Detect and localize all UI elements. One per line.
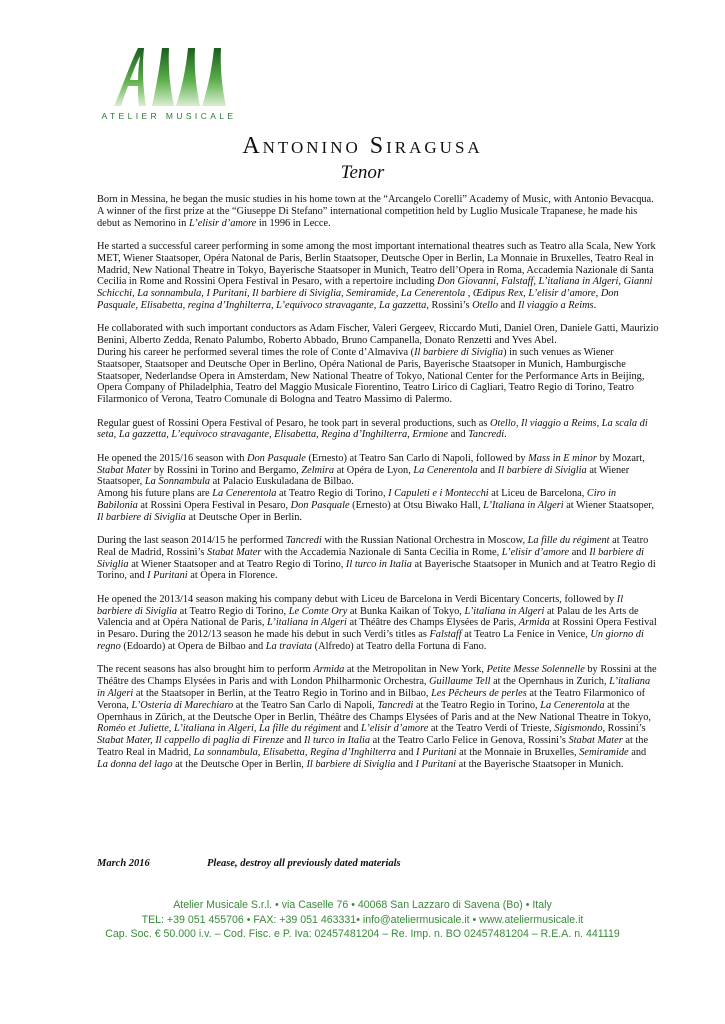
- bio-text: (Edoardo) at Opera de Bilbao and: [120, 641, 266, 653]
- work-title: Sigismondo: [554, 723, 603, 735]
- work-title: L’elisir d’amore: [361, 723, 429, 735]
- work-title: La scala di seta, La gazzetta, L’equivoco stravagante, Elisabetta, Regina d’Inghilterra, Ermione: [97, 417, 648, 441]
- work-title: Le Comte Ory: [288, 605, 348, 617]
- work-title: Don Giovanni, Falstaff, L’italiana in Algeri, Gianni Schicchi, La sonnambula, I Puritani, Il barbiere di Siviglia, Semiramide, La Cenerentola: [97, 276, 653, 300]
- work-title: Don Pasquale: [97, 288, 619, 311]
- bio-text: Born in Messina, he began the music studies in his home town at the “Arcangelo Corelli” Academy of Music, with Antonio Bevacqua. A winner of the first prize at the “Giuseppe Di Stefano” international competition held by Luglio Musicale Trapanese, he made his debut as Nemorino in: [97, 194, 654, 229]
- bio-text: ,: [595, 288, 601, 300]
- bio-text: at Wiener Staatsoper and at Teatro Regio di Torino,: [128, 558, 346, 570]
- footer-contacts: TEL: +39 051 455706 • FAX: +39 051 463331• info@ateliermusicale.it • www.ateliermusicale.it: [141, 913, 584, 926]
- work-title: Il barbiere di Siviglia: [306, 758, 396, 770]
- work-title: I Puritani: [147, 570, 188, 582]
- footer-registration: Cap. Soc. € 50.000 i.v. – Cod. Fisc. e P. Iva: 02457481204 – Re. Imp. n. BO 02457481204 – R.E.A. n. 441119: [105, 928, 620, 941]
- bio-paragraph-recent: [97, 664, 659, 770]
- footer-address: Atelier Musicale S.r.l. • via Caselle 76 • 40068 San Lazzaro di Savena (Bo) • Italy: [173, 899, 552, 911]
- bio-text: at the Teatro Regio in Torino,: [413, 699, 541, 711]
- bio-text: .: [504, 429, 507, 441]
- bio-text: at Rossini Opera Festival in Pesaro,: [137, 499, 291, 511]
- bio-text: During his career he performed several times the role of Conte d’Almaviva (: [97, 346, 415, 358]
- bio-text: at Bayerische Staatsoper in Munich and at Teatro Regio di Torino, and: [97, 558, 656, 582]
- work-title: La Cenerentola: [413, 464, 478, 476]
- bio-text: During the last season 2014/15 he performed: [97, 535, 286, 547]
- work-title: L’Osteria di Marechiaro: [131, 699, 234, 711]
- work-title: Tancredi: [285, 535, 322, 547]
- work-title: Il turco in Italia: [304, 735, 371, 747]
- bio-text: He opened the 2015/16 season with: [97, 452, 247, 464]
- work-title: La fille du régiment: [527, 535, 610, 547]
- work-title: Roméo et Juliette, L’italiana in Algeri, La fille du régiment: [97, 723, 341, 735]
- bio-text: at the Opernhaus in Zürich, at the Deutsche Oper in Berlin, Théâtre des Champs Elysées of Paris and at the New National Theatre in Tokyo,: [97, 699, 651, 723]
- bio-text: at the Teatro Carlo Felice in Genova, Rossini’s: [370, 735, 569, 747]
- company-footer: [0, 898, 725, 942]
- bio-text: with the Russian National Orchestra in Moscow,: [321, 535, 528, 547]
- bio-text: at Palau de les Arts de Valencia and at Opéra National de Paris,: [97, 605, 639, 629]
- bio-text: , Rossini’s: [426, 299, 473, 311]
- bio-text: at the Deutsche Oper in Berlin,: [172, 758, 307, 770]
- bio-paragraph-debut: [97, 194, 659, 229]
- bio-text: and: [395, 758, 416, 770]
- bio-text: and: [628, 747, 647, 759]
- work-title: Il barbiere di Siviglia: [497, 464, 587, 476]
- bio-text: at Wiener Staatsoper,: [97, 464, 630, 488]
- bio-text: at Teatro Real de Madrid, Rossini’s: [97, 535, 649, 558]
- work-title: Armida: [313, 664, 345, 676]
- bio-text: in 1996 in Lecce.: [256, 217, 331, 229]
- work-title: Tancredi: [377, 699, 414, 711]
- work-title: L’elisir d’amore: [501, 546, 570, 558]
- bio-text: The recent seasons has also brought him to perform: [97, 664, 314, 676]
- bio-text: Regular guest of Rossini Opera Festival of Pesaro, he took part in several productions, such as: [97, 417, 490, 429]
- bio-text: at Teatro Regio di Torino,: [276, 488, 389, 500]
- bio-text: at the Teatro San Carlo di Napoli,: [233, 699, 378, 711]
- work-title: La gazzetta: [378, 299, 427, 311]
- work-title: Ciro in Babilonia: [97, 488, 617, 511]
- bio-paragraph-rof: [97, 418, 659, 442]
- work-title: Les Pêcheurs de perles: [431, 688, 527, 700]
- bio-text: ) in such venues as Wiener Staatsoper, Staatsoper and Deutsche Oper in Berlino, Opéra National de Paris, Bayerische Staatsoper in Munich, Hamburgische Staatsoper, Nederlandse Opera in Amsterdam, New National Theatre of Tokyo, National Center for the Performance Arts in Beijing, Opera Company of Philadelphia, Teatro del Maggio Musicale Fiorentino, Teatro Lirico di Cagliari, Teatro Regio di Torino, Teatro Filarmonico of Verona, Teatro Comunale di Bologna and Teatro Massimo di Palermo.: [97, 346, 645, 406]
- work-title: Il viaggio a Reims: [518, 299, 594, 311]
- bio-text: at Opera in Florence.: [187, 570, 278, 582]
- bio-text: at Teatro Regio di Torino,: [177, 605, 289, 617]
- work-title: L’Italiana in Algeri: [483, 499, 564, 511]
- work-title: Otello: [472, 299, 498, 311]
- work-title: La donna del lago: [97, 758, 173, 770]
- bio-text: at the Bayerische Staatsoper in Munich.: [456, 758, 624, 770]
- bio-text: with the Accademia Nazionale di Santa Cecilia in Rome,: [261, 546, 502, 558]
- work-title: Il barbiere di Siviglia: [97, 546, 644, 570]
- work-title: Stabat Mater: [97, 464, 152, 476]
- artist-name: Antonino Siragusa: [242, 133, 483, 159]
- work-title: L’italiana in Algeri: [267, 617, 347, 629]
- work-title: Stabat Mater: [568, 735, 623, 747]
- work-title: Il turco in Italia: [345, 558, 412, 570]
- work-title: Tancredi: [468, 429, 505, 441]
- bio-text: ,: [135, 299, 141, 311]
- bio-text: and: [447, 429, 469, 441]
- work-title: Il barbiere di Siviglia: [414, 346, 504, 358]
- bio-text: at Bunka Kaikan of Tokyo,: [347, 605, 465, 617]
- work-title: Otello, Il viaggio a Reims: [489, 417, 597, 429]
- work-title: Elisabetta, regina d’Inghilterra, L’equivoco stravagante: [140, 299, 374, 311]
- bio-text: at Liceu de Barcelona,: [488, 488, 587, 500]
- bio-paragraph-2015-16: [97, 453, 659, 488]
- work-title: Armida: [518, 617, 550, 629]
- bio-text: (Ernesto) at Otsu Biwako Hall,: [349, 499, 484, 511]
- work-title: La traviata: [265, 641, 313, 653]
- bio-text: at Teatro La Fenice in Venice,: [461, 629, 591, 641]
- work-title: Don Pasquale: [246, 452, 306, 464]
- work-title: Stabat Mater, Il cappello di paglia di Firenze: [97, 735, 284, 747]
- work-title: I Puritani: [416, 747, 457, 759]
- bio-text: at the Opernhaus in Zurich,: [490, 676, 610, 688]
- work-title: Œdipus Rex, L’elisir d’amore: [472, 288, 596, 300]
- work-title: Mass in E minor: [528, 452, 597, 464]
- bio-text: (Alfredo) at Teatro della Fortuna di Fano.: [312, 641, 487, 653]
- bio-text: at Rossini Opera Festival in Pesaro. During the 2012/13 season he made his debut in such Verdi’s titles as: [97, 617, 657, 641]
- bio-paragraph-almaviva: [97, 347, 659, 406]
- bio-text: He started a successful career performing in some among the most important international theatres such as Teatro alla Scala, New York MET, Wiener Staatsoper, Opéra Natonal de Paris, Berlin Staatsoper, Deutsche Oper in Berlin, La Monnaie in Bruxelles, Teatro Real in Madrid, New National Theatre in Tokyo, Bayerische Staatsoper in Munich, Teatro dell’Opera in Roma, Accademia Nazionale di Santa Cecilia in Rome and Rossini Opera Festival in Pesaro, with a repertoire including: [97, 240, 656, 288]
- bio-text: and: [497, 299, 519, 311]
- bio-text: at the Teatro Real in Madrid,: [97, 735, 649, 759]
- bio-paragraph-2013-14: [97, 594, 659, 653]
- work-title: Guillaume Tell: [429, 676, 491, 688]
- work-title: La sonnambula, Elisabetta, Regina d’Inghilterra: [193, 747, 396, 759]
- biography: [97, 194, 659, 782]
- bio-paragraph-future-plans: [97, 488, 659, 523]
- atelier-musicale-logo: [74, 42, 264, 127]
- bio-text: at the Monnaie in Bruxelles,: [456, 747, 580, 759]
- work-title: Semiramide: [579, 747, 629, 759]
- work-title: I Capuleti e i Montecchi: [388, 488, 489, 500]
- work-title: Zelmira: [301, 464, 335, 476]
- work-title: Don Pasquale: [290, 499, 350, 511]
- bio-text: and: [283, 735, 305, 747]
- bio-text: (Ernesto) at Teatro San Carlo di Napoli, followed by: [305, 452, 529, 464]
- bio-text: and: [477, 464, 498, 476]
- destroy-notice: Please, destroy all previously dated materials: [207, 858, 401, 869]
- bio-text: and: [340, 723, 362, 735]
- bio-text: at Deutsche Oper in Berlin.: [185, 511, 303, 523]
- bio-text: by Rossini in Torino and Bergamo,: [151, 464, 302, 476]
- work-title: La Cenerentola: [540, 699, 605, 711]
- bio-text: and: [569, 546, 590, 558]
- bio-text: .: [593, 299, 597, 311]
- bio-text: ,: [465, 288, 473, 300]
- work-title: La Cenerentola: [212, 488, 277, 500]
- bio-text: by Rossini at the Théâtre des Champs Elysées in Paris and with London Philharmonic Orchestra,: [97, 664, 657, 688]
- bio-text: He collaborated with such important conductors as Adam Fischer, Valeri Gergeev, Riccardo Muti, Daniel Oren, Daniele Gatti, Maurizio Benini, Alberto Zedda, Renato Palumbo, Roberto Abbado, Bruno Campanella, Donato Renzetti and Yves Abel.: [97, 323, 659, 347]
- bio-paragraph-conductors: [97, 323, 659, 347]
- bio-text: at the Teatro Filarmonico of Verona,: [97, 688, 646, 711]
- work-title: L’elisir d’amore: [188, 217, 257, 229]
- work-title: Petite Messe Solennelle: [486, 664, 585, 676]
- work-title: Falstaff: [429, 629, 462, 641]
- bio-text: at Palacio Euskuladana de Bilbao.: [210, 476, 354, 488]
- logo-wordmark: ATELIER MUSICALE: [101, 111, 237, 121]
- work-title: La Sonnambula: [144, 476, 211, 488]
- bio-text: at Wiener Staatsoper,: [563, 499, 654, 511]
- bio-text: at the Staatsoper in Berlin, at the Teatro Regio in Torino and in Bilbao,: [133, 688, 432, 700]
- bio-text: Among his future plans are: [97, 488, 213, 500]
- document-date: March 2016: [97, 858, 150, 869]
- work-title: L’italiana in Algeri: [464, 605, 545, 617]
- bio-text: at Théâtre des Champs Elysées de Paris,: [346, 617, 519, 629]
- bio-paragraph-career: [97, 241, 659, 312]
- work-title: Il barbiere di Siviglia: [97, 593, 624, 617]
- bio-text: by Mozart,: [596, 452, 645, 464]
- artist-role: Tenor: [340, 162, 385, 183]
- work-title: Il barbiere di Siviglia: [97, 511, 186, 523]
- bio-paragraph-2014-15: [97, 535, 659, 582]
- bio-text: at the Teatro Verdi of Trieste,: [428, 723, 555, 735]
- bio-text: and: [395, 747, 417, 759]
- work-title: Un giorno di regno: [97, 629, 644, 653]
- work-title: Stabat Mater: [207, 546, 262, 558]
- bio-text: ,: [373, 299, 379, 311]
- work-title: I Puritani: [415, 758, 457, 770]
- bio-text: He opened the 2013/14 season making his company debut with Liceu de Barcelona in Verdi Bicentary Concerts, followed by: [97, 593, 617, 605]
- am-monogram-icon: [112, 42, 232, 108]
- bio-text: at Opéra de Lyon,: [334, 464, 414, 476]
- bio-text: ,: [596, 417, 602, 429]
- bio-text: , Rossini’s: [602, 723, 646, 735]
- work-title: L’italiana in Algeri: [97, 676, 651, 700]
- bio-text: at the Metropolitan in New York,: [344, 664, 487, 676]
